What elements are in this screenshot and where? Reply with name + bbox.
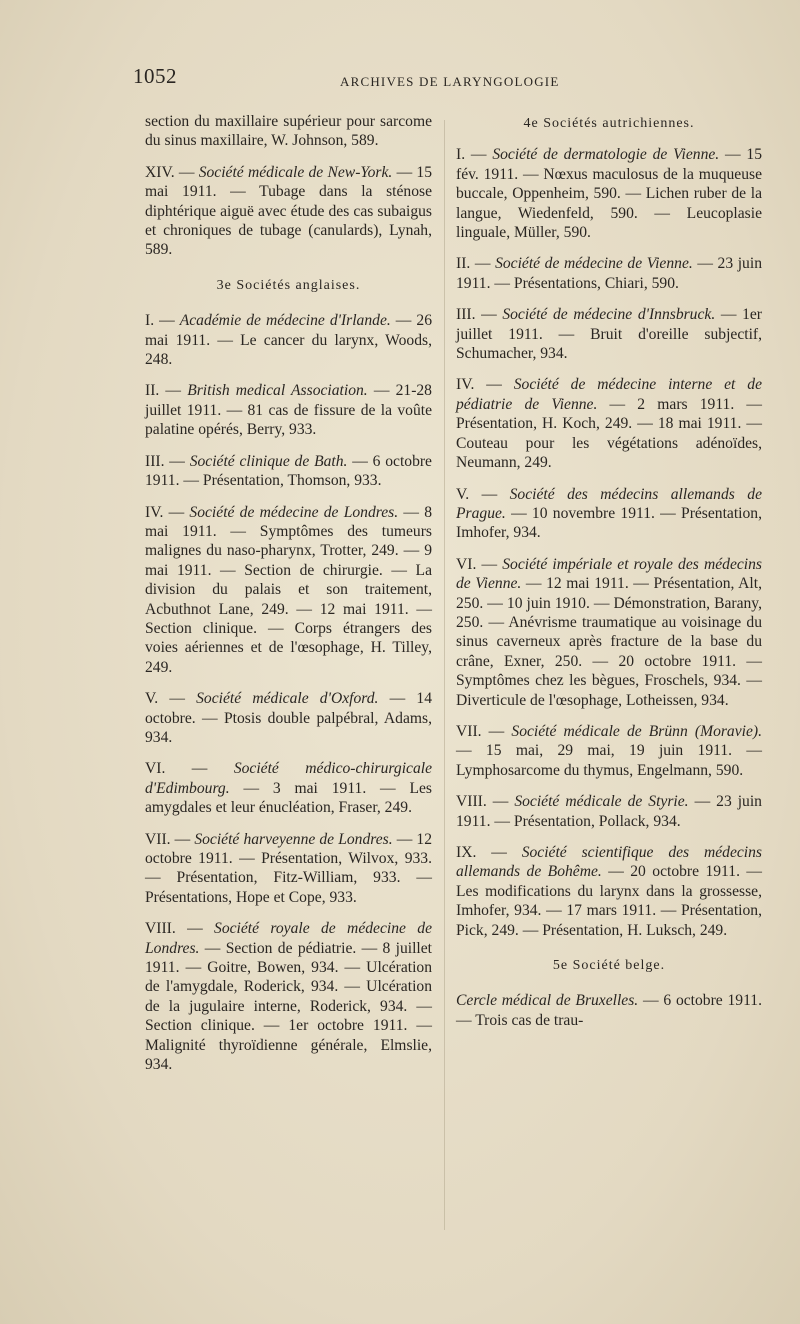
society-name: Société impériale et royale des médecins de Vienne.: [456, 555, 762, 593]
entry-number: XIV. —: [145, 163, 199, 181]
entry-text: — 23 juin 1911. — Présentation, Pollack, 934.: [456, 793, 762, 830]
society-name: Académie de médecine d'Irlande.: [179, 312, 391, 330]
list-item: [456, 792, 762, 831]
section-heading-autrichiennes: 4e Sociétés autrichiennes.: [523, 116, 695, 131]
list-item: [456, 305, 762, 363]
entry-text: — 6 octobre 1911. — Présentation, Thomson, 933.: [145, 452, 432, 490]
list-item: [456, 991, 762, 1030]
entry-text: — 6 octobre 1911. — Trois cas de trau-: [456, 992, 762, 1029]
entry-number: III. —: [456, 306, 503, 324]
page-number: 1052: [133, 64, 177, 88]
society-name: Société clinique de Bath.: [189, 452, 348, 470]
entry-number: VIII. —: [145, 920, 215, 938]
running-title: ARCHIVES DE LARYNGOLOGIE: [340, 74, 560, 89]
entry-text: — 15 fév. 1911. — Nœxus maculosus de la muqueuse buccale, Oppenheim, 590. — Lichen ruber de la langue, Wiedenfeld, 590. — Leucoplasie linguale, Müller, 590.: [456, 146, 763, 242]
entry-text: — 2 mars 1911. — Présentation, H. Koch, 249. — 18 mai 1911. — Couteau pour les végétations adénoïdes, Neumann, 249.: [456, 395, 763, 472]
list-item: [456, 254, 762, 293]
society-name: British medical Association.: [187, 382, 368, 400]
society-name: Société de médecine d'Innsbruck.: [502, 306, 716, 324]
left-column: [145, 112, 432, 1086]
society-name: Société royale de médecine de Londres.: [145, 920, 432, 957]
section-heading-belge: 5e Société belge.: [552, 958, 666, 974]
entry-number: V. —: [145, 690, 197, 708]
entry-number: I. —: [456, 146, 493, 164]
list-item: [145, 830, 432, 908]
entry-text: — 23 juin 1911. — Présentations, Chiari, 590.: [456, 255, 762, 292]
entry-text: — 1er juillet 1911. — Bruit d'oreille subjectif, Schumacher, 934.: [456, 306, 762, 363]
entry-number: IX. —: [456, 844, 522, 861]
society-name: Cercle médical de Bruxelles.: [456, 992, 639, 1010]
continuation-text: section du maxillaire supérieur pour sarcome du sinus maxillaire, W. Johnson, 589.: [145, 113, 432, 150]
society-name: Société médicale de Styrie.: [514, 793, 689, 811]
entry-xiv: [145, 163, 432, 260]
entry-text: — 14 octobre. — Ptosis double palpébral, Adams, 934.: [145, 690, 432, 746]
column-divider: [444, 120, 445, 1230]
list-item: [145, 919, 432, 1074]
list-item: [456, 555, 762, 710]
society-name: Société de médecine de Vienne.: [495, 255, 693, 273]
entry-number: II. —: [145, 382, 188, 400]
list-item: [145, 689, 432, 747]
entry-text: — 26 mai 1911. — Le cancer du larynx, Woods, 248.: [145, 312, 433, 369]
entry-text: — 20 octobre 1911. — Les modifications du larynx dans la grossesse, Imhofer, 934. — 17 mars 1911. — Présentation, Pick, 249. — Présentation, H. Luksch, 249.: [456, 863, 762, 939]
society-name: Société médicale de New-York.: [198, 163, 393, 181]
entry-text: — 21-28 juillet 1911. — 81 cas de fissure de la voûte palatine opérés, Berry, 933.: [145, 382, 432, 439]
society-name: Société de médecine de Londres.: [189, 503, 399, 521]
entry-number: VI. —: [145, 760, 234, 778]
section-heading-anglaises: 3e Sociétés anglaises.: [216, 277, 361, 293]
entry-text: — Section de pédiatrie. — 8 juillet 1911. — Goitre, Bowen, 934. — Ulcération de l'amygdale, Roderick, 934. — Ulcération de la jugulaire interne, Roderick, 934. — Section clinique. — 1er octobre 1911. — Malignité thyroïdienne générale, Elmslie, 934.: [145, 939, 432, 1074]
list-item: [456, 722, 762, 780]
entry-text: — 12 octobre 1911. — Présentation, Wilvox, 933. — Présentation, Fitz-William, 933. — Présentations, Hope et Cope, 933.: [145, 830, 433, 906]
society-name: Société des médecins allemands de Prague.: [456, 485, 762, 522]
society-name: Société de médecine interne et de pédiatrie de Vienne.: [456, 376, 763, 413]
society-name: Société médicale d'Oxford.: [196, 690, 379, 708]
entry-number: I. —: [145, 312, 180, 330]
entry-number: III. —: [145, 452, 190, 470]
list-item: [456, 375, 762, 472]
entry-text: — 15 mai 1911. — Tubage dans la sténose diphtérique aiguë avec étude des cas subaigus et chroniques de tubage (canulards), Lynah, 589.: [145, 163, 433, 259]
list-item: [145, 311, 432, 369]
page-header: [0, 64, 800, 94]
entry-number: VII. —: [145, 830, 195, 848]
society-name: Société scientifique des médecins allemands de Bohême.: [456, 844, 762, 881]
entry-number: IV. —: [145, 503, 190, 521]
list-item: [145, 759, 432, 817]
entry-number: V. —: [456, 485, 510, 503]
entry-number: VII. —: [456, 722, 512, 740]
society-name: Société médico-chirurgicale d'Edimbourg.: [145, 760, 432, 797]
list-item: [456, 145, 762, 242]
list-item: [456, 485, 762, 543]
right-column: [456, 112, 762, 1042]
society-name: Société médicale de Brünn (Moravie).: [511, 722, 762, 740]
entry-number: VI. —: [456, 555, 503, 573]
society-name: Société harveyenne de Londres.: [194, 830, 393, 848]
list-item: [145, 381, 432, 439]
entry-number: II. —: [456, 255, 496, 273]
list-item: [145, 452, 432, 491]
list-item: [145, 503, 432, 678]
list-item: [456, 843, 762, 940]
entry-text: — 10 novembre 1911. — Présentation, Imhofer, 934.: [456, 504, 762, 542]
society-name: Société de dermatologie de Vienne.: [492, 146, 720, 164]
entry-text: — 15 mai, 29 mai, 19 juin 1911. — Lymphosarcome du thymus, Engelmann, 590.: [456, 742, 762, 779]
entry-text: — 8 mai 1911. — Symptômes des tumeurs malignes du naso-pharynx, Trotter, 249. — 9 mai 1911. — Section de chirurgie. — La division du palais et son traitement, Acbuthnot Lane, 249. — 12 mai 1911. — Section clinique. — Corps étrangers des voies aériennes et de l'œsophage, H. Tilley, 249.: [145, 503, 433, 676]
entry-number: VIII. —: [456, 793, 515, 811]
entry-text: — 12 mai 1911. — Présentation, Alt, 250. — 10 juin 1910. — Démonstration, Barany, 250. — Anévrisme traumatique au voisinage du sinus caverneux après fracture de la base du crâne, Exner, 250. — 20 octobre 1911. — Symptômes chez les bègues, Froschels, 934. — Diverticule de l'œsophage, Lotheissen, 934.: [456, 575, 762, 709]
entry-number: IV. —: [456, 376, 514, 394]
entry-text: — 3 mai 1911. — Les amygdales et leur énucléation, Fraser, 249.: [145, 779, 432, 817]
